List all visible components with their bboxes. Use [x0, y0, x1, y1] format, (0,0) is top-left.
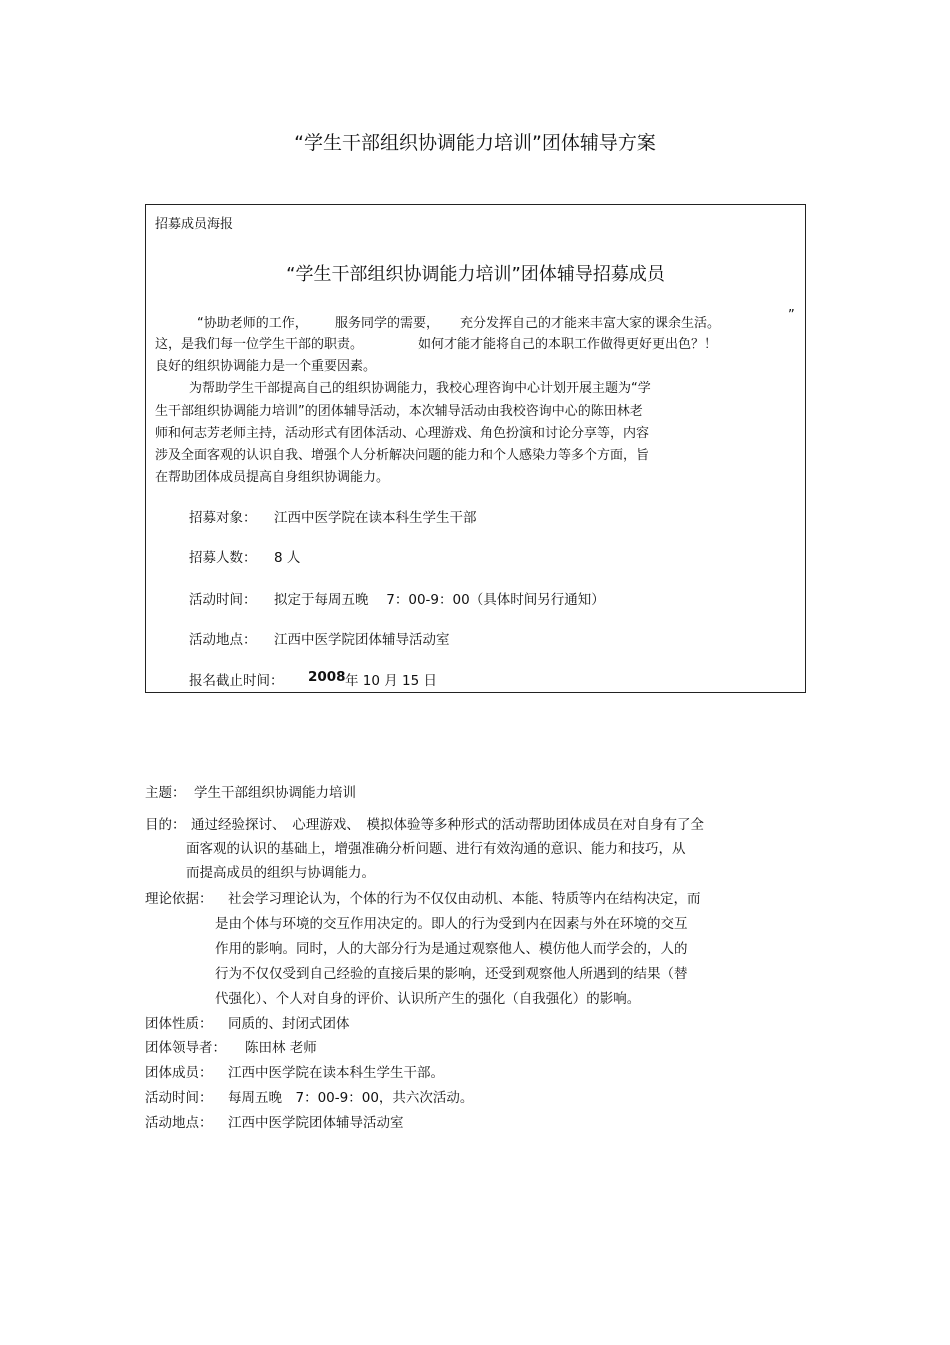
theory-text: 是由个体与环境的交互作用决定的。即人的行为受到内在因素与外在环境的交互 [215, 916, 688, 932]
place-value: 江西中医学院团体辅导活动室 [228, 1115, 404, 1131]
theory-text: 作用的影响。同时，人的大部分行为是通过观察他人、模仿他人而学会的，人的 [215, 941, 688, 957]
theory-label: 理论依据： [145, 891, 213, 907]
time-label: 活动时间： [145, 1090, 213, 1106]
recruit-count-value: 8 人 [274, 550, 301, 566]
goal-text: 而提高成员的组织与协调能力。 [186, 865, 375, 881]
leader-label: 团体领导者： [145, 1040, 226, 1056]
poster-label: 招募成员海报 [155, 217, 234, 232]
intro-text: 充分发挥自己的才能来丰富大家的课余生活。 [460, 316, 721, 331]
intro-quote-mark: ” [788, 308, 795, 323]
theme-label: 主题： [145, 785, 186, 801]
purpose-text: 师和何志芳老师主持，活动形式有团体活动、心理游戏、角色扮演和讨论分享等，内容 [155, 426, 650, 441]
members-value: 江西中医学院在读本科生学生干部。 [228, 1065, 444, 1081]
members-label: 团体成员： [145, 1065, 213, 1081]
document-title: “学生干部组织协调能力培训”团体辅导方案 [294, 132, 656, 154]
deadline-label: 报名截止时间： [189, 673, 284, 689]
intro-text: 良好的组织协调能力是一个重要因素。 [155, 359, 377, 374]
theory-text: 社会学习理论认为，个体的行为不仅仅由动机、本能、特质等内在结构决定，而 [228, 891, 701, 907]
goal-text: 通过经验探讨、 心理游戏、 模拟体验等多种形式的活动帮助团体成员在对自身有了全 [191, 817, 704, 833]
poster-title: “学生干部组织协调能力培训”团体辅导招募成员 [286, 264, 665, 285]
theory-text: 行为不仅仅受到自己经验的直接后果的影响，还受到观察他人所遇到的结果（替 [215, 966, 688, 982]
time-value: 每周五晚 7：00-9：00，共六次活动。 [228, 1090, 474, 1106]
intro-text: 如何才能才能将自己的本职工作做得更好更出色？！ [418, 337, 718, 352]
place-label: 活动地点： [145, 1115, 213, 1131]
recruit-target-label: 招募对象： [189, 510, 257, 526]
activity-place-value: 江西中医学院团体辅导活动室 [274, 632, 450, 648]
activity-time-value: 拟定于每周五晚 7：00-9：00（具体时间另行通知） [274, 592, 605, 608]
purpose-text: 为帮助学生干部提高自己的组织协调能力，我校心理咨询中心计划开展主题为“学 [189, 381, 651, 396]
recruit-target-value: 江西中医学院在读本科生学生干部 [274, 510, 477, 526]
leader-value: 陈田林 老师 [245, 1040, 317, 1056]
theory-text: 代强化）、个人对自身的评价、认识所产生的强化（自我强化）的影响。 [215, 991, 641, 1007]
intro-text: 服务同学的需要， [335, 316, 440, 331]
intro-text: “协助老师的工作， [197, 316, 308, 331]
purpose-text: 涉及全面客观的认识自我、增强个人分析解决问题的能力和个人感染力等多个方面，旨 [155, 448, 650, 463]
nature-label: 团体性质： [145, 1016, 213, 1032]
theme-value: 学生干部组织协调能力培训 [194, 785, 356, 801]
goal-text: 面客观的认识的基础上，增强准确分析问题、进行有效沟通的意识、能力和技巧，从 [186, 841, 686, 857]
purpose-text: 生干部组织协调能力培训”的团体辅导活动，本次辅导活动由我校咨询中心的陈田林老 [155, 404, 643, 419]
purpose-text: 在帮助团体成员提高自身组织协调能力。 [155, 470, 390, 485]
recruit-count-label: 招募人数： [189, 550, 257, 566]
intro-text: 这，是我们每一位学生干部的职责。 [155, 337, 364, 352]
deadline-year: 2008 [308, 669, 346, 685]
goal-label: 目的： [145, 817, 186, 833]
activity-time-label: 活动时间： [189, 592, 257, 608]
nature-value: 同质的、封闭式团体 [228, 1016, 350, 1032]
deadline-date: 年 10 月 15 日 [345, 673, 438, 689]
activity-place-label: 活动地点： [189, 632, 257, 648]
